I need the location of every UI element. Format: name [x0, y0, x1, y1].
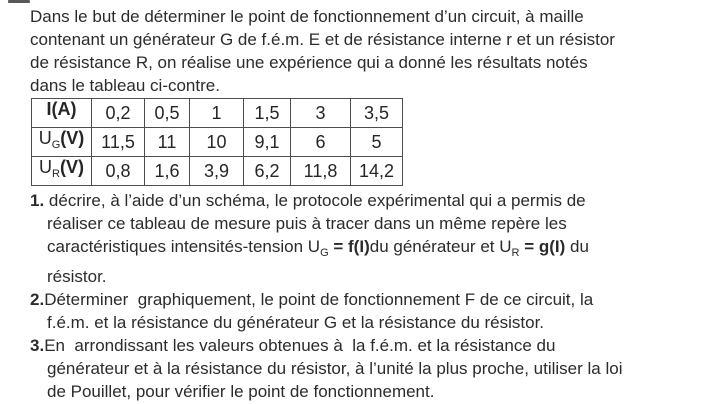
table-cell: 1,6: [145, 157, 190, 186]
table-row-label: $U_G(V)$: [32, 128, 92, 157]
intro-line: de résistance R, on réalise une expérience qui a donné les résultats notés: [30, 53, 588, 72]
question-line: 2.Déterminer graphiquement, le point de fonctionnement F de ce circuit, la: [30, 290, 594, 309]
table-row-resistor-voltage: [32, 157, 403, 186]
table-cell: 5: [351, 128, 403, 157]
measurements-table: [31, 98, 403, 186]
intro-line: dans le tableau ci-contre.: [30, 76, 220, 95]
table-cell: 11,5: [92, 128, 145, 157]
question-list: [30, 189, 710, 403]
intro-paragraph: [30, 5, 710, 97]
table-row-generator-voltage: [32, 128, 403, 157]
table-cell: 3: [291, 99, 351, 128]
table-cell: 1: [190, 99, 244, 128]
question-line: résistor.: [47, 267, 107, 286]
table-cell: 11,8: [291, 157, 351, 186]
question-1: [30, 189, 710, 288]
table-cell: 0,5: [145, 99, 190, 128]
question-2: [30, 288, 710, 334]
question-line: caractéristiques intensités-tension $U_G = f(I)du$ générateur et $U_R = g(I)$ du: [47, 237, 589, 259]
question-line: générateur et à la résistance du résistor, à l’unité la plus proche, utiliser la loi: [47, 359, 623, 378]
table-row-label: $U_R(V)$: [32, 157, 92, 186]
table-cell: 6: [291, 128, 351, 157]
question-line: f.é.m. et la résistance du générateur G et la résistance du résistor.: [47, 313, 545, 332]
question-number: 2.: [30, 290, 45, 309]
table-cell: 11: [145, 128, 190, 157]
question-number: 1.: [30, 191, 45, 210]
question-line: réaliser ce tableau de mesure puis à tracer dans un même repère les: [47, 214, 567, 233]
table-cell: 6,2: [244, 157, 291, 186]
intro-line: Dans le but de déterminer le point de fonctionnement d’un circuit, à maille: [30, 7, 584, 26]
table-cell: 14,2: [351, 157, 403, 186]
intro-line: contenant un générateur G de f.é.m. E et de résistance interne r et un résistor: [30, 30, 615, 49]
question-number: 3.: [30, 336, 45, 355]
question-line: de Pouillet, pour vérifier le point de fonctionnement.: [47, 382, 435, 401]
table-cell: 3,5: [351, 99, 403, 128]
table-cell: 10: [190, 128, 244, 157]
table-row-label: I(A): [32, 99, 92, 128]
question-line: 3.En arrondissant les valeurs obtenues à la f.é.m. et la résistance du: [30, 336, 556, 355]
table-cell: 3,9: [190, 157, 244, 186]
question-3: [30, 334, 710, 403]
table-cell: 1,5: [244, 99, 291, 128]
table-cell: 0,2: [92, 99, 145, 128]
table-cell: 0,8: [92, 157, 145, 186]
scan-artifact-mark: [8, 0, 30, 3]
table-cell: 9,1: [244, 128, 291, 157]
question-line: 1. décrire, à l’aide d’un schéma, le protocole expérimental qui a permis de: [30, 191, 586, 210]
table-row-current: [32, 99, 403, 128]
